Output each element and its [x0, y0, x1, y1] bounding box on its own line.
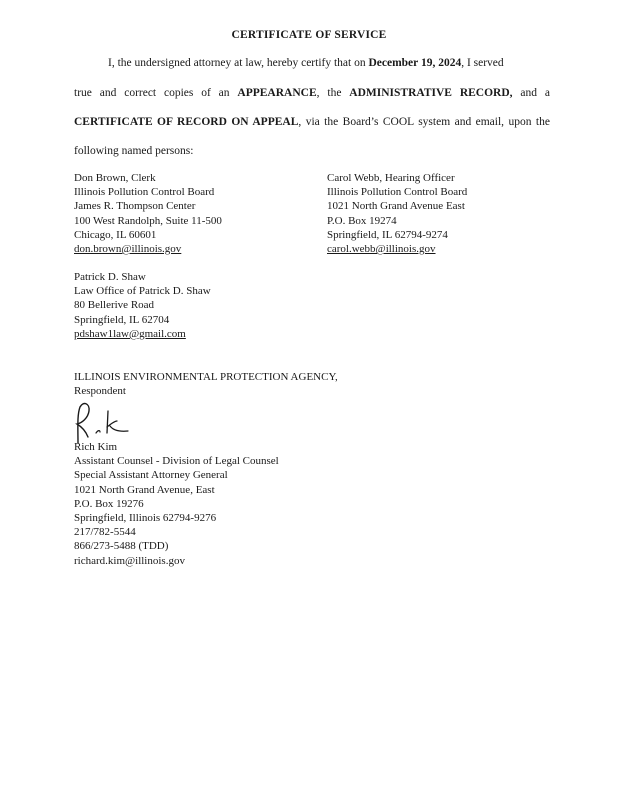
certificate-doc: CERTIFICATE OF RECORD ON APPEAL: [74, 116, 299, 128]
appearance-doc: APPEARANCE: [237, 87, 317, 99]
agency-name: ILLINOIS ENVIRONMENTAL PROTECTION AGENCY,: [74, 371, 338, 383]
body-text: and a: [512, 87, 550, 99]
signer-line: Assistant Counsel - Division of Legal Counsel: [74, 455, 279, 468]
signer-name: Rich Kim: [74, 441, 118, 453]
recipient-block: [327, 171, 467, 256]
page-title: CERTIFICATE OF SERVICE: [231, 29, 387, 41]
recipient-line: 100 West Randolph, Suite 11-500: [74, 214, 222, 227]
signer-line: 217/782-5544: [74, 526, 136, 539]
body-line-3: [74, 116, 550, 128]
recipient-email-link[interactable]: carol.webb@illinois.gov: [327, 243, 436, 256]
signer-email: richard.kim@illinois.gov: [74, 554, 185, 567]
body-line-2: [74, 87, 550, 99]
signer-line: P.O. Box 19276: [74, 497, 144, 510]
recipient-line: Law Office of Patrick D. Shaw: [74, 285, 211, 298]
body-line-4: following named persons:: [74, 145, 194, 157]
service-date: December 19, 2024: [368, 57, 462, 69]
signer-block: [74, 440, 279, 568]
recipient-line: Springfield, IL 62794-9274: [327, 228, 448, 241]
body-text: true and correct copies of an: [74, 87, 238, 99]
recipient-line: Illinois Pollution Control Board: [74, 186, 215, 199]
recipient-line: Don Brown, Clerk: [74, 172, 156, 184]
signer-line: 866/273-5488 (TDD): [74, 540, 169, 553]
body-text: , via the Board’s COOL system and email, upon the: [298, 116, 550, 128]
agency-block: [74, 370, 338, 398]
recipient-email-link[interactable]: don.brown@illinois.gov: [74, 243, 182, 256]
recipient-line: Patrick D. Shaw: [74, 271, 146, 283]
recipient-line: Springfield, IL 62704: [74, 313, 170, 326]
recipient-line: 1021 North Grand Avenue East: [327, 200, 465, 213]
recipient-line: Carol Webb, Hearing Officer: [327, 172, 455, 184]
recipient-line: Illinois Pollution Control Board: [327, 186, 468, 199]
body-text: I, the undersigned attorney at law, hereby certify that on: [108, 57, 369, 69]
recipient-line: James R. Thompson Center: [74, 200, 196, 213]
recipient-block: [74, 171, 222, 256]
admin-record-doc: ADMINISTRATIVE RECORD,: [349, 87, 513, 99]
signer-line: 1021 North Grand Avenue, East: [74, 483, 215, 496]
body-text: , the: [316, 87, 350, 99]
signer-line: Springfield, Illinois 62794-9276: [74, 512, 217, 525]
body-line-1: [74, 57, 550, 69]
recipient-email-link[interactable]: pdshaw1law@gmail.com: [74, 327, 186, 340]
recipient-line: P.O. Box 19274: [327, 214, 397, 227]
recipient-block: [74, 270, 211, 341]
agency-role: Respondent: [74, 385, 126, 398]
signer-line: Special Assistant Attorney General: [74, 469, 228, 482]
recipient-line: 80 Bellerive Road: [74, 299, 155, 312]
recipient-line: Chicago, IL 60601: [74, 228, 157, 241]
body-text: , I served: [461, 57, 504, 69]
